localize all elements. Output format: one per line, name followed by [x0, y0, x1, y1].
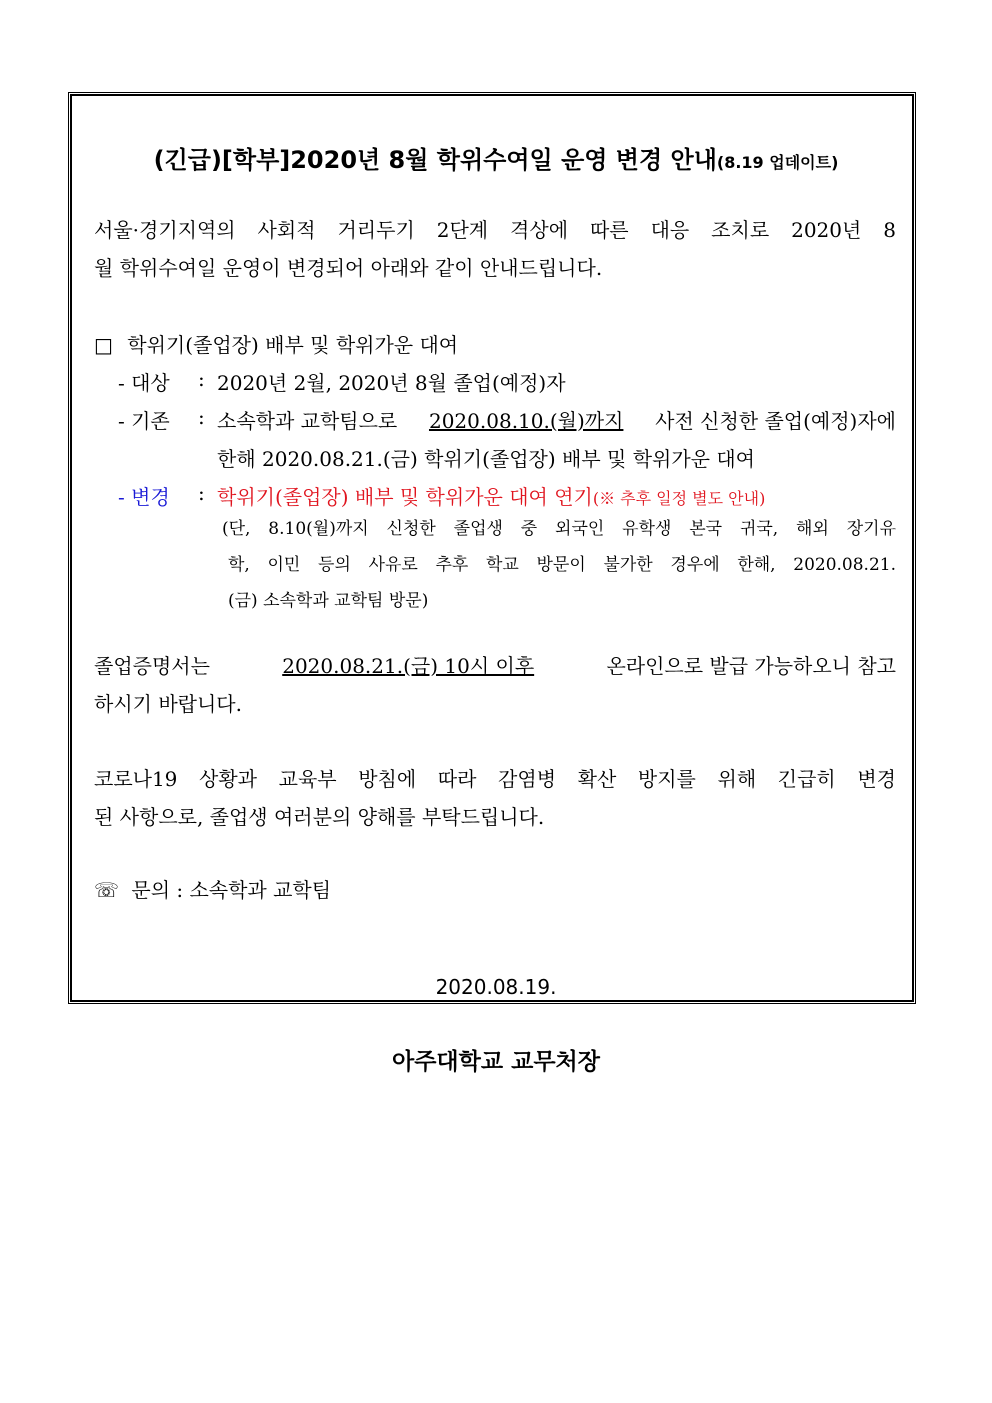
target-label: - 대상	[118, 371, 170, 395]
document-title	[0, 140, 992, 175]
intro-line-2: 월 학위수여일 운영이 변경되어 아래와 같이 안내드립니다.	[94, 256, 603, 280]
certificate-line-2: 하시기 바랍니다.	[94, 692, 242, 716]
change-note: (※ 추후 일정 별도 안내)	[592, 489, 766, 508]
title-suffix: (8.19 업데이트)	[716, 153, 839, 172]
covid-line-2: 된 사항으로, 졸업생 여러분의 양해를 부탁드립니다.	[94, 805, 545, 829]
certificate-pre: 졸업증명서는	[94, 654, 210, 678]
title-main: (긴급)[학부]2020년 8월 학위수여일 운영 변경 안내	[153, 146, 717, 174]
existing-line-2: 한해 2020.08.21.(금) 학위기(졸업장) 배부 및 학위가운 대여	[217, 447, 755, 471]
contact-text: 문의 : 소속학과 교학팀	[131, 878, 332, 902]
target-text: 2020년 2월, 2020년 8월 졸업(예정)자	[217, 371, 566, 395]
change-main: 학위기(졸업장) 배부 및 학위가운 대여 연기	[217, 485, 593, 509]
certificate-post: 온라인으로 발급 가능하오니 참고	[606, 654, 896, 678]
colon: :	[198, 367, 205, 391]
existing-date: 2020.08.10.(월)까지	[428, 409, 624, 433]
change-text	[217, 481, 765, 510]
colon: :	[198, 405, 205, 429]
note-line-1: (단, 8.10(월)까지 신청한 졸업생 중 외국인 유학생 본국 귀국, 해외 장기유	[222, 519, 896, 539]
section-heading-text: 학위기(졸업장) 배부 및 학위가운 대여	[127, 333, 459, 357]
colon: :	[198, 481, 205, 505]
existing-post: 사전 신청한 졸업(예정)자에	[655, 409, 896, 433]
change-label-text: 변경	[131, 485, 170, 509]
change-dash: -	[118, 485, 125, 509]
existing-label: - 기존	[118, 409, 170, 433]
phone-icon: ☏	[94, 878, 120, 902]
change-label	[118, 481, 170, 510]
checkbox-bullet-icon: □	[94, 333, 113, 357]
existing-pre: 소속학과 교학팀으로	[217, 409, 398, 433]
contact	[94, 874, 331, 903]
existing-line-1	[217, 405, 896, 434]
certificate-line-1	[94, 647, 896, 685]
note-line-3: (금) 소속학과 교학팀 방문)	[228, 591, 429, 611]
signature: 아주대학교 교무처장	[392, 1049, 600, 1075]
section-heading	[94, 329, 458, 358]
covid-line-1: 코로나19 상황과 교육부 방침에 따라 감염병 확산 방지를 위해 긴급히 변경	[94, 767, 896, 791]
intro-line-1: 서울·경기지역의 사회적 거리두기 2단계 격상에 따른 대응 조치로 2020년 8	[94, 218, 896, 242]
document-date: 2020.08.19.	[435, 975, 557, 999]
certificate-date: 2020.08.21.(금) 10시 이후	[282, 654, 535, 678]
note-line-2: 학, 이민 등의 사유로 추후 학교 방문이 불가한 경우에 한해, 2020.08.21.	[228, 555, 896, 575]
